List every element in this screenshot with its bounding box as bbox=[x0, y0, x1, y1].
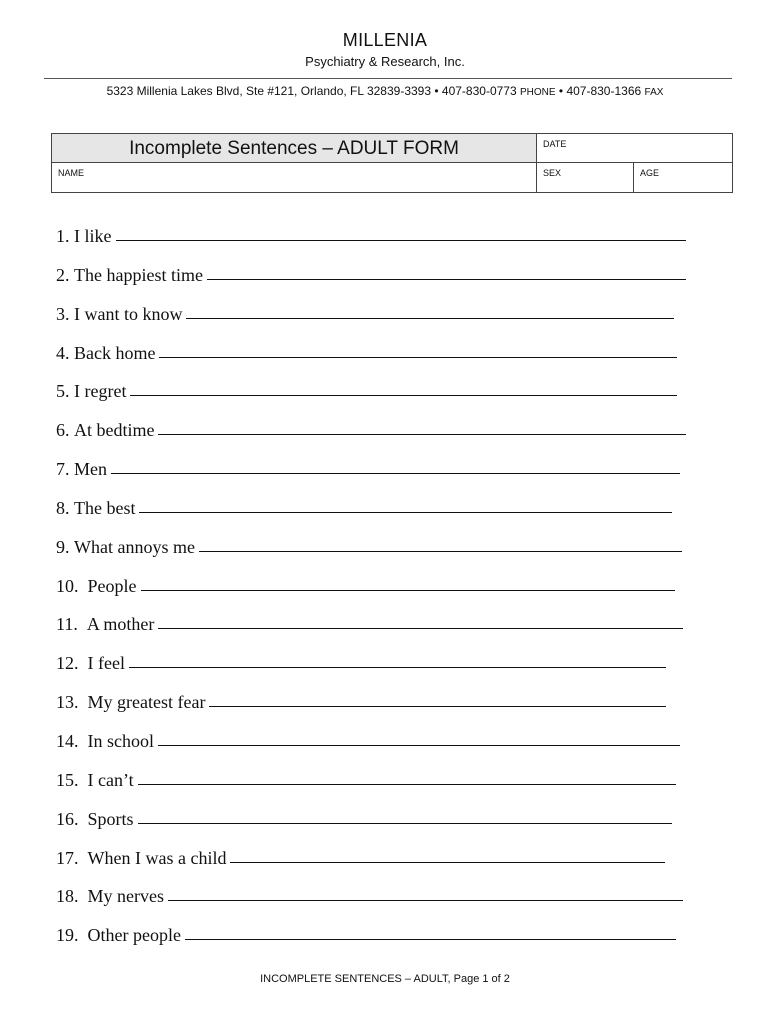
contact-line bbox=[0, 84, 770, 98]
answer-blank[interactable] bbox=[199, 535, 682, 552]
sentence-item bbox=[56, 691, 666, 730]
sentence-item bbox=[56, 536, 682, 575]
answer-blank[interactable] bbox=[138, 807, 672, 824]
fax-number: 407-830-1366 bbox=[566, 84, 642, 98]
answer-blank[interactable] bbox=[159, 341, 677, 358]
item-number: 8. bbox=[56, 497, 70, 518]
answer-blank[interactable] bbox=[230, 846, 665, 863]
phone-number: 407-830-0773 bbox=[441, 84, 517, 98]
patient-info-box bbox=[51, 133, 733, 193]
sentence-item bbox=[56, 380, 677, 419]
sentence-item bbox=[56, 924, 676, 963]
address: 5323 Millenia Lakes Blvd, Ste #121, Orlando, FL 32839-3393 bbox=[106, 84, 432, 98]
age-label: AGE bbox=[640, 168, 660, 178]
item-number: 18. bbox=[56, 886, 79, 907]
item-prompt: A mother bbox=[86, 614, 155, 635]
answer-blank[interactable] bbox=[138, 768, 676, 785]
answer-blank[interactable] bbox=[130, 379, 677, 396]
phone-label: PHONE bbox=[519, 87, 556, 98]
item-number: 3. bbox=[56, 303, 70, 324]
answer-blank[interactable] bbox=[185, 923, 676, 940]
sentence-item bbox=[56, 808, 672, 847]
item-prompt: In school bbox=[87, 730, 154, 751]
item-number: 19. bbox=[56, 925, 79, 946]
sex-field[interactable] bbox=[537, 163, 634, 192]
item-prompt: I can’t bbox=[87, 769, 134, 790]
item-prompt: Back home bbox=[74, 342, 156, 363]
sentence-item bbox=[56, 575, 675, 614]
fax-label: FAX bbox=[644, 87, 664, 98]
item-number: 5. bbox=[56, 381, 70, 402]
sentence-item bbox=[56, 613, 683, 652]
answer-blank[interactable] bbox=[116, 224, 687, 241]
item-number: 15. bbox=[56, 769, 79, 790]
date-field[interactable] bbox=[537, 134, 732, 163]
item-prompt: At bedtime bbox=[74, 420, 155, 441]
item-number: 13. bbox=[56, 692, 79, 713]
item-prompt: I like bbox=[74, 226, 112, 246]
item-prompt: When I was a child bbox=[87, 847, 227, 868]
item-prompt: I regret bbox=[74, 381, 127, 402]
answer-blank[interactable] bbox=[209, 690, 666, 707]
page-footer: INCOMPLETE SENTENCES – ADULT, Page 1 of 2 bbox=[260, 973, 510, 985]
item-prompt: The happiest time bbox=[74, 264, 203, 285]
name-label: NAME bbox=[58, 168, 85, 178]
answer-blank[interactable] bbox=[158, 612, 683, 629]
item-prompt: My nerves bbox=[87, 886, 164, 907]
item-number: 6. bbox=[56, 420, 70, 441]
item-number: 4. bbox=[56, 342, 70, 363]
item-prompt: I want to know bbox=[74, 303, 183, 324]
sentence-item bbox=[56, 458, 680, 497]
item-number: 11. bbox=[56, 614, 78, 635]
item-number: 16. bbox=[56, 808, 79, 829]
sentence-item bbox=[56, 264, 686, 303]
age-field[interactable] bbox=[634, 163, 732, 192]
sentence-item bbox=[56, 847, 665, 886]
item-prompt: My greatest fear bbox=[87, 692, 206, 713]
sentence-item bbox=[56, 225, 686, 264]
org-subtitle: Psychiatry & Research, Inc. bbox=[305, 54, 465, 69]
item-number: 7. bbox=[56, 459, 70, 480]
item-number: 1. bbox=[56, 226, 70, 246]
item-prompt: The best bbox=[74, 497, 136, 518]
item-number: 9. bbox=[56, 536, 70, 557]
item-prompt: Other people bbox=[87, 925, 181, 946]
sentence-list bbox=[56, 225, 696, 963]
name-field[interactable] bbox=[52, 163, 537, 192]
form-title: Incomplete Sentences – ADULT FORM bbox=[52, 134, 537, 163]
answer-blank[interactable] bbox=[129, 651, 666, 668]
answer-blank[interactable] bbox=[111, 457, 680, 474]
answer-blank[interactable] bbox=[139, 496, 672, 513]
answer-blank[interactable] bbox=[158, 729, 680, 746]
bullet-separator: • bbox=[434, 84, 439, 98]
sentence-item bbox=[56, 303, 674, 342]
item-prompt: Sports bbox=[87, 808, 134, 829]
bullet-separator: • bbox=[558, 84, 564, 98]
sentence-item bbox=[56, 652, 666, 691]
sentence-item bbox=[56, 497, 672, 536]
item-number: 14. bbox=[56, 730, 79, 751]
answer-blank[interactable] bbox=[141, 574, 676, 591]
item-prompt: People bbox=[87, 575, 137, 596]
answer-blank[interactable] bbox=[186, 302, 674, 319]
sentence-item bbox=[56, 342, 677, 381]
item-prompt: I feel bbox=[87, 653, 125, 674]
item-number: 10. bbox=[56, 575, 79, 596]
org-name: MILLENIA bbox=[342, 30, 428, 50]
sex-label: SEX bbox=[543, 168, 562, 178]
answer-blank[interactable] bbox=[168, 884, 683, 901]
answer-blank[interactable] bbox=[207, 263, 686, 280]
sentence-item bbox=[56, 730, 680, 769]
date-label: DATE bbox=[543, 139, 567, 149]
item-number: 17. bbox=[56, 847, 79, 868]
header-divider bbox=[44, 78, 732, 79]
item-number: 2. bbox=[56, 264, 70, 285]
sentence-item bbox=[56, 885, 683, 924]
item-number: 12. bbox=[56, 653, 79, 674]
sentence-item bbox=[56, 769, 676, 808]
item-prompt: What annoys me bbox=[74, 536, 195, 557]
sentence-item bbox=[56, 419, 686, 458]
item-prompt: Men bbox=[74, 459, 107, 480]
answer-blank[interactable] bbox=[158, 418, 686, 435]
